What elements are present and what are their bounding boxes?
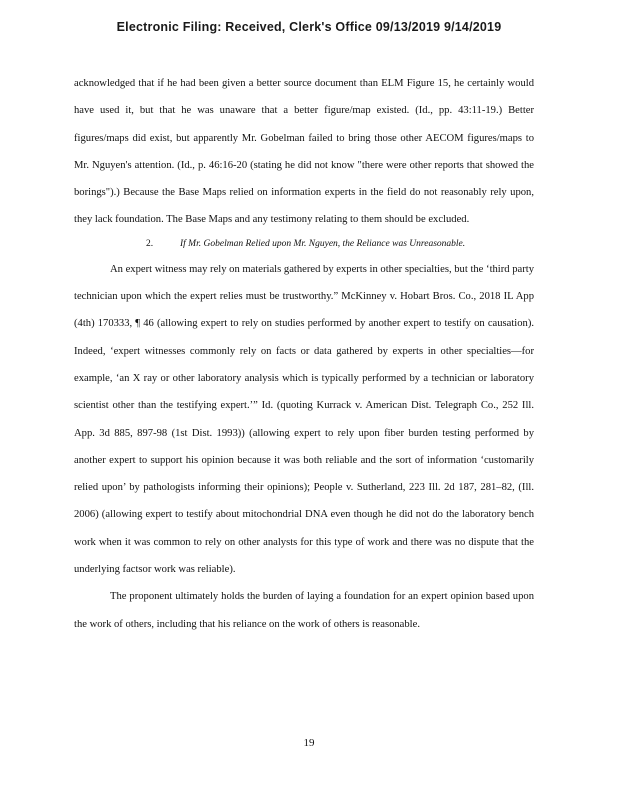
page-number: 19 bbox=[303, 737, 315, 749]
document-body bbox=[74, 70, 534, 638]
section-heading-text: If Mr. Gobelman Relied upon Mr. Nguyen, the Reliance was Unreasonable. bbox=[180, 238, 466, 249]
section-heading bbox=[74, 238, 534, 250]
section-heading-number: 2. bbox=[146, 238, 154, 249]
paragraph-base-maps: acknowledged that if he had been given a better source document than ELM Figure 15, he certainly would have used it, but that he was unaware that a better figure/map existed. (Id., pp. 43:11-19.) Better figures/maps did exist, but apparently Mr. Gobelman failed to bring those other AECOM figures/maps to Mr. Nguyen's attention. (Id., p. 46:16-20 (stating he did not know "there were other reports that showed the borings").) Because the Base Maps relied on information experts in the field do not reasonably rely upon, they lack foundation. The Base Maps and any testimony relating to them should be excluded. bbox=[74, 78, 534, 226]
paragraph-burden: The proponent ultimately holds the burden of laying a foundation for an expert opinion based upon the work of others, including that his reliance on the work of others is reasonable. bbox=[74, 591, 534, 630]
paragraph-expert-reliance: An expert witness may rely on materials gathered by experts in other specialties, but the ‘third party technician upon which the expert relies must be trustworthy.” McKinney v. Hobart Bros. Co., 2018 IL App (4th) 170333, ¶ 46 (allowing expert to rely on studies performed by another expert to testify on causation). Indeed, ‘expert witnesses commonly rely on facts or data gathered by experts in other specialties—for example, ‘an X ray or other laboratory analysis which is typically performed by a technician or laboratory scientist other than the testifying expert.’” Id. (quoting Kurrack v. American Dist. Telegraph Co., 252 Ill. App. 3d 885, 897-98 (1st Dist. 1993)) (allowing expert to rely upon fiber burden testing performed by another expert to support his opinion because it was both reliable and the sort of information ‘customarily relied upon’ by pathologists informing their opinions); People v. Sutherland, 223 Ill. 2d 187, 281–82, (Ill. 2006) (allowing expert to testify about mitochondrial DNA even though he did not do the laboratory bench work when it was common to rely on other analysts for this type of work and there was no dispute that the underlying factsor work was reliable). bbox=[74, 263, 534, 576]
filing-header: Electronic Filing: Received, Clerk's Office 09/13/2019 9/14/2019 bbox=[116, 20, 502, 34]
